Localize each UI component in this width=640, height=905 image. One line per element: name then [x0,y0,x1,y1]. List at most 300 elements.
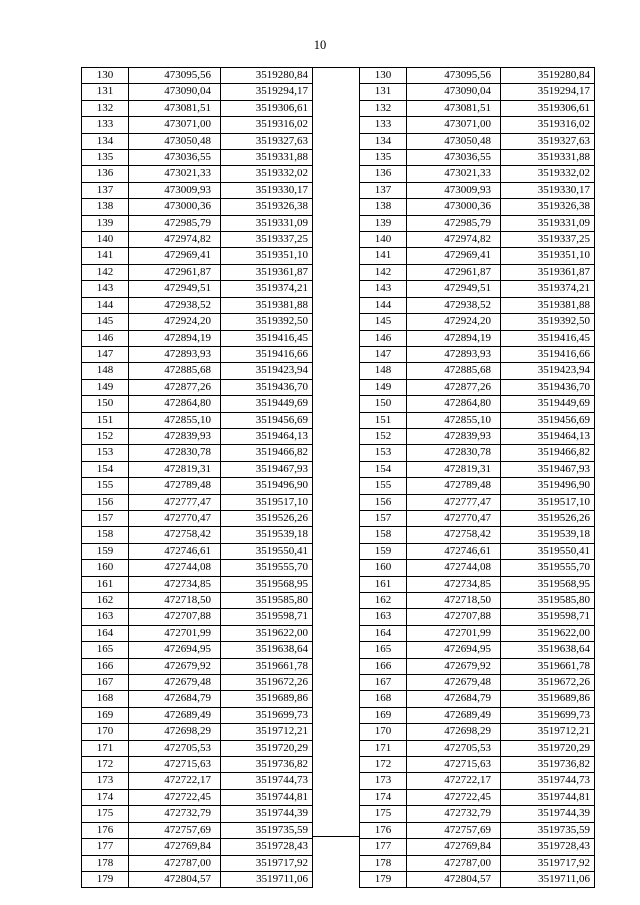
table-row [360,412,595,428]
y-coordinate-cell: 3519381,88 [501,297,595,313]
point-number-cell: 130 [82,68,129,84]
point-number-cell: 131 [82,84,129,100]
table-row [360,494,595,510]
table-row [82,822,313,838]
point-number-cell: 177 [82,839,129,855]
table-row [82,658,313,674]
point-number-cell: 139 [82,215,129,231]
point-number-cell: 151 [360,412,407,428]
x-coordinate-cell: 472819,31 [129,461,221,477]
y-coordinate-cell: 3519464,13 [501,428,595,444]
x-coordinate-cell: 472758,42 [407,527,501,543]
x-coordinate-cell: 472877,26 [129,379,221,395]
table-row [82,445,313,461]
y-coordinate-cell: 3519416,66 [221,346,313,362]
x-coordinate-cell: 473036,55 [129,150,221,166]
point-number-cell: 145 [82,314,129,330]
point-number-cell: 176 [360,822,407,838]
table-row [82,691,313,707]
x-coordinate-cell: 472770,47 [407,510,501,526]
table-row [360,363,595,379]
y-coordinate-cell: 3519735,59 [221,822,313,838]
y-coordinate-cell: 3519555,70 [501,560,595,576]
table-row [82,527,313,543]
x-coordinate-cell: 473090,04 [129,84,221,100]
x-coordinate-cell: 472698,29 [129,724,221,740]
y-coordinate-cell: 3519712,21 [501,724,595,740]
x-coordinate-cell: 472722,17 [407,773,501,789]
x-coordinate-cell: 472689,49 [129,707,221,723]
table-row [360,281,595,297]
point-number-cell: 163 [360,609,407,625]
x-coordinate-cell: 472679,48 [129,675,221,691]
y-coordinate-cell: 3519449,69 [221,396,313,412]
table-row [82,806,313,822]
x-coordinate-cell: 472804,57 [407,871,501,887]
table-row [82,576,313,592]
x-coordinate-cell: 472855,10 [129,412,221,428]
y-coordinate-cell: 3519585,80 [221,593,313,609]
y-coordinate-cell: 3519744,81 [501,789,595,805]
y-coordinate-cell: 3519280,84 [501,68,595,84]
x-coordinate-cell: 472701,99 [407,625,501,641]
point-number-cell: 179 [360,871,407,887]
x-coordinate-cell: 472985,79 [407,215,501,231]
point-number-cell: 178 [82,855,129,871]
x-coordinate-cell: 472789,48 [407,478,501,494]
point-number-cell: 141 [360,248,407,264]
point-number-cell: 153 [82,445,129,461]
y-coordinate-cell: 3519622,00 [221,625,313,641]
table-row [360,461,595,477]
x-coordinate-cell: 473009,93 [407,182,501,198]
point-number-cell: 156 [82,494,129,510]
point-number-cell: 148 [82,363,129,379]
x-coordinate-cell: 472777,47 [407,494,501,510]
point-number-cell: 170 [82,724,129,740]
x-coordinate-cell: 473071,00 [407,117,501,133]
table-row [360,117,595,133]
table-row [82,871,313,887]
y-coordinate-cell: 3519496,90 [501,478,595,494]
y-coordinate-cell: 3519728,43 [221,839,313,855]
table-row [82,314,313,330]
table-row [82,117,313,133]
table-row [360,740,595,756]
point-number-cell: 155 [360,478,407,494]
point-number-cell: 160 [360,560,407,576]
coordinates-table-left-body [82,68,313,888]
point-number-cell: 150 [360,396,407,412]
y-coordinate-cell: 3519661,78 [221,658,313,674]
x-coordinate-cell: 472839,93 [407,428,501,444]
table-row [360,855,595,871]
point-number-cell: 173 [82,773,129,789]
y-coordinate-cell: 3519327,63 [221,133,313,149]
table-row [360,658,595,674]
table-row [82,855,313,871]
x-coordinate-cell: 473000,36 [129,199,221,215]
x-coordinate-cell: 472769,84 [407,839,501,855]
y-coordinate-cell: 3519598,71 [221,609,313,625]
x-coordinate-cell: 472684,79 [129,691,221,707]
table-row [82,379,313,395]
x-coordinate-cell: 473009,93 [129,182,221,198]
point-number-cell: 159 [360,543,407,559]
table-row [360,724,595,740]
point-number-cell: 169 [82,707,129,723]
point-number-cell: 148 [360,363,407,379]
y-coordinate-cell: 3519720,29 [501,740,595,756]
y-coordinate-cell: 3519456,69 [221,412,313,428]
table-row [360,609,595,625]
y-coordinate-cell: 3519638,64 [221,642,313,658]
point-number-cell: 169 [360,707,407,723]
coordinates-table-right [359,67,595,888]
point-number-cell: 177 [360,839,407,855]
point-number-cell: 162 [360,593,407,609]
table-row [82,724,313,740]
table-row [82,494,313,510]
x-coordinate-cell: 472715,63 [129,757,221,773]
point-number-cell: 154 [360,461,407,477]
y-coordinate-cell: 3519449,69 [501,396,595,412]
table-row [82,478,313,494]
table-row [360,593,595,609]
point-number-cell: 142 [82,264,129,280]
point-number-cell: 157 [360,510,407,526]
y-coordinate-cell: 3519331,09 [221,215,313,231]
point-number-cell: 165 [360,642,407,658]
point-number-cell: 142 [360,264,407,280]
y-coordinate-cell: 3519736,82 [221,757,313,773]
y-coordinate-cell: 3519280,84 [221,68,313,84]
point-number-cell: 143 [82,281,129,297]
table-row [360,346,595,362]
y-coordinate-cell: 3519744,73 [501,773,595,789]
x-coordinate-cell: 472885,68 [407,363,501,379]
y-coordinate-cell: 3519330,17 [501,182,595,198]
y-coordinate-cell: 3519351,10 [221,248,313,264]
point-number-cell: 173 [360,773,407,789]
table-row [360,839,595,855]
y-coordinate-cell: 3519711,06 [501,871,595,887]
x-coordinate-cell: 472732,79 [129,806,221,822]
table-row [360,478,595,494]
y-coordinate-cell: 3519717,92 [221,855,313,871]
table-row [360,84,595,100]
table-row [360,68,595,84]
y-coordinate-cell: 3519374,21 [501,281,595,297]
table-row [82,281,313,297]
point-number-cell: 136 [82,166,129,182]
x-coordinate-cell: 472830,78 [407,445,501,461]
point-number-cell: 176 [82,822,129,838]
table-row [82,560,313,576]
y-coordinate-cell: 3519517,10 [501,494,595,510]
table-row [360,182,595,198]
table-row [82,68,313,84]
y-coordinate-cell: 3519744,39 [501,806,595,822]
point-number-cell: 140 [82,232,129,248]
x-coordinate-cell: 472777,47 [129,494,221,510]
y-coordinate-cell: 3519712,21 [221,724,313,740]
x-coordinate-cell: 473021,33 [407,166,501,182]
table-row [360,133,595,149]
x-coordinate-cell: 472746,61 [407,543,501,559]
table-row [360,625,595,641]
y-coordinate-cell: 3519555,70 [221,560,313,576]
y-coordinate-cell: 3519728,43 [501,839,595,855]
table-row [82,100,313,116]
point-number-cell: 163 [82,609,129,625]
x-coordinate-cell: 472839,93 [129,428,221,444]
table-row [82,593,313,609]
table-row [360,445,595,461]
x-coordinate-cell: 472698,29 [407,724,501,740]
x-coordinate-cell: 472746,61 [129,543,221,559]
table-row [82,297,313,313]
point-number-cell: 168 [82,691,129,707]
table-row [360,527,595,543]
x-coordinate-cell: 472877,26 [407,379,501,395]
x-coordinate-cell: 472718,50 [407,593,501,609]
y-coordinate-cell: 3519331,88 [501,150,595,166]
y-coordinate-cell: 3519638,64 [501,642,595,658]
y-coordinate-cell: 3519466,82 [501,445,595,461]
table-row [360,560,595,576]
y-coordinate-cell: 3519436,70 [221,379,313,395]
point-number-cell: 161 [82,576,129,592]
point-number-cell: 158 [360,527,407,543]
y-coordinate-cell: 3519689,86 [221,691,313,707]
point-number-cell: 150 [82,396,129,412]
y-coordinate-cell: 3519744,81 [221,789,313,805]
table-row [82,757,313,773]
point-number-cell: 143 [360,281,407,297]
point-number-cell: 146 [82,330,129,346]
y-coordinate-cell: 3519717,92 [501,855,595,871]
y-coordinate-cell: 3519326,38 [221,199,313,215]
point-number-cell: 158 [82,527,129,543]
table-row [360,789,595,805]
table-row [360,773,595,789]
point-number-cell: 174 [360,789,407,805]
x-coordinate-cell: 472924,20 [129,314,221,330]
x-coordinate-cell: 472715,63 [407,757,501,773]
y-coordinate-cell: 3519416,45 [221,330,313,346]
point-number-cell: 161 [360,576,407,592]
point-number-cell: 168 [360,691,407,707]
y-coordinate-cell: 3519585,80 [501,593,595,609]
x-coordinate-cell: 472885,68 [129,363,221,379]
x-coordinate-cell: 472789,48 [129,478,221,494]
x-coordinate-cell: 472679,92 [129,658,221,674]
y-coordinate-cell: 3519306,61 [501,100,595,116]
y-coordinate-cell: 3519496,90 [221,478,313,494]
x-coordinate-cell: 472701,99 [129,625,221,641]
x-coordinate-cell: 472722,45 [129,789,221,805]
x-coordinate-cell: 472894,19 [407,330,501,346]
table-row [82,412,313,428]
x-coordinate-cell: 473090,04 [407,84,501,100]
point-number-cell: 170 [360,724,407,740]
point-number-cell: 175 [82,806,129,822]
table-row [82,609,313,625]
y-coordinate-cell: 3519661,78 [501,658,595,674]
y-coordinate-cell: 3519316,02 [501,117,595,133]
table-row [360,822,595,838]
x-coordinate-cell: 472894,19 [129,330,221,346]
y-coordinate-cell: 3519326,38 [501,199,595,215]
y-coordinate-cell: 3519699,73 [221,707,313,723]
table-row [82,510,313,526]
x-coordinate-cell: 472924,20 [407,314,501,330]
y-coordinate-cell: 3519672,26 [501,675,595,691]
point-number-cell: 147 [360,346,407,362]
table-row [360,871,595,887]
table-row [360,675,595,691]
table-row [82,625,313,641]
y-coordinate-cell: 3519622,00 [501,625,595,641]
y-coordinate-cell: 3519416,66 [501,346,595,362]
table-row [82,707,313,723]
y-coordinate-cell: 3519331,09 [501,215,595,231]
y-coordinate-cell: 3519381,88 [221,297,313,313]
x-coordinate-cell: 472949,51 [407,281,501,297]
x-coordinate-cell: 472679,92 [407,658,501,674]
y-coordinate-cell: 3519332,02 [221,166,313,182]
table-row [360,248,595,264]
x-coordinate-cell: 472974,82 [407,232,501,248]
y-coordinate-cell: 3519332,02 [501,166,595,182]
y-coordinate-cell: 3519351,10 [501,248,595,264]
table-row [360,691,595,707]
x-coordinate-cell: 473095,56 [407,68,501,84]
point-number-cell: 133 [360,117,407,133]
x-coordinate-cell: 472769,84 [129,839,221,855]
point-number-cell: 147 [82,346,129,362]
point-number-cell: 171 [360,740,407,756]
x-coordinate-cell: 472855,10 [407,412,501,428]
point-number-cell: 157 [82,510,129,526]
table-row [82,839,313,855]
x-coordinate-cell: 472734,85 [407,576,501,592]
x-coordinate-cell: 472689,49 [407,707,501,723]
table-row [360,297,595,313]
x-coordinate-cell: 472707,88 [407,609,501,625]
point-number-cell: 135 [360,150,407,166]
table-row [82,199,313,215]
table-row [82,675,313,691]
x-coordinate-cell: 472744,08 [129,560,221,576]
table-row [360,215,595,231]
point-number-cell: 134 [82,133,129,149]
point-number-cell: 179 [82,871,129,887]
x-coordinate-cell: 472758,42 [129,527,221,543]
x-coordinate-cell: 472961,87 [407,264,501,280]
table-gap [312,67,359,837]
table-row [82,150,313,166]
table-row [82,642,313,658]
y-coordinate-cell: 3519331,88 [221,150,313,166]
point-number-cell: 171 [82,740,129,756]
x-coordinate-cell: 472830,78 [129,445,221,461]
point-number-cell: 165 [82,642,129,658]
x-coordinate-cell: 472684,79 [407,691,501,707]
x-coordinate-cell: 472864,80 [129,396,221,412]
point-number-cell: 144 [82,297,129,313]
point-number-cell: 135 [82,150,129,166]
y-coordinate-cell: 3519539,18 [221,527,313,543]
x-coordinate-cell: 472787,00 [407,855,501,871]
x-coordinate-cell: 472893,93 [129,346,221,362]
table-row [82,264,313,280]
x-coordinate-cell: 472679,48 [407,675,501,691]
point-number-cell: 167 [360,675,407,691]
y-coordinate-cell: 3519294,17 [501,84,595,100]
y-coordinate-cell: 3519744,73 [221,773,313,789]
point-number-cell: 166 [82,658,129,674]
table-row [82,789,313,805]
table-row [82,543,313,559]
y-coordinate-cell: 3519735,59 [501,822,595,838]
table-row [82,363,313,379]
y-coordinate-cell: 3519526,26 [501,510,595,526]
coordinates-table-left [81,67,313,888]
x-coordinate-cell: 473050,48 [129,133,221,149]
x-coordinate-cell: 472707,88 [129,609,221,625]
y-coordinate-cell: 3519568,95 [221,576,313,592]
y-coordinate-cell: 3519689,86 [501,691,595,707]
x-coordinate-cell: 472694,95 [129,642,221,658]
y-coordinate-cell: 3519423,94 [501,363,595,379]
table-row [360,428,595,444]
y-coordinate-cell: 3519361,87 [221,264,313,280]
y-coordinate-cell: 3519361,87 [501,264,595,280]
y-coordinate-cell: 3519699,73 [501,707,595,723]
table-row [360,510,595,526]
table-row [82,773,313,789]
table-row [360,100,595,116]
table-row [360,330,595,346]
x-coordinate-cell: 472705,53 [407,740,501,756]
point-number-cell: 152 [360,428,407,444]
y-coordinate-cell: 3519568,95 [501,576,595,592]
point-number-cell: 133 [82,117,129,133]
x-coordinate-cell: 472819,31 [407,461,501,477]
x-coordinate-cell: 472969,41 [407,248,501,264]
x-coordinate-cell: 472718,50 [129,593,221,609]
x-coordinate-cell: 472757,69 [407,822,501,838]
y-coordinate-cell: 3519467,93 [501,461,595,477]
x-coordinate-cell: 472734,85 [129,576,221,592]
point-number-cell: 149 [82,379,129,395]
point-number-cell: 178 [360,855,407,871]
x-coordinate-cell: 473081,51 [407,100,501,116]
point-number-cell: 134 [360,133,407,149]
y-coordinate-cell: 3519744,39 [221,806,313,822]
table-row [360,232,595,248]
table-row [360,264,595,280]
point-number-cell: 138 [360,199,407,215]
point-number-cell: 159 [82,543,129,559]
y-coordinate-cell: 3519720,29 [221,740,313,756]
point-number-cell: 156 [360,494,407,510]
table-row [82,248,313,264]
x-coordinate-cell: 472787,00 [129,855,221,871]
table-row [360,314,595,330]
